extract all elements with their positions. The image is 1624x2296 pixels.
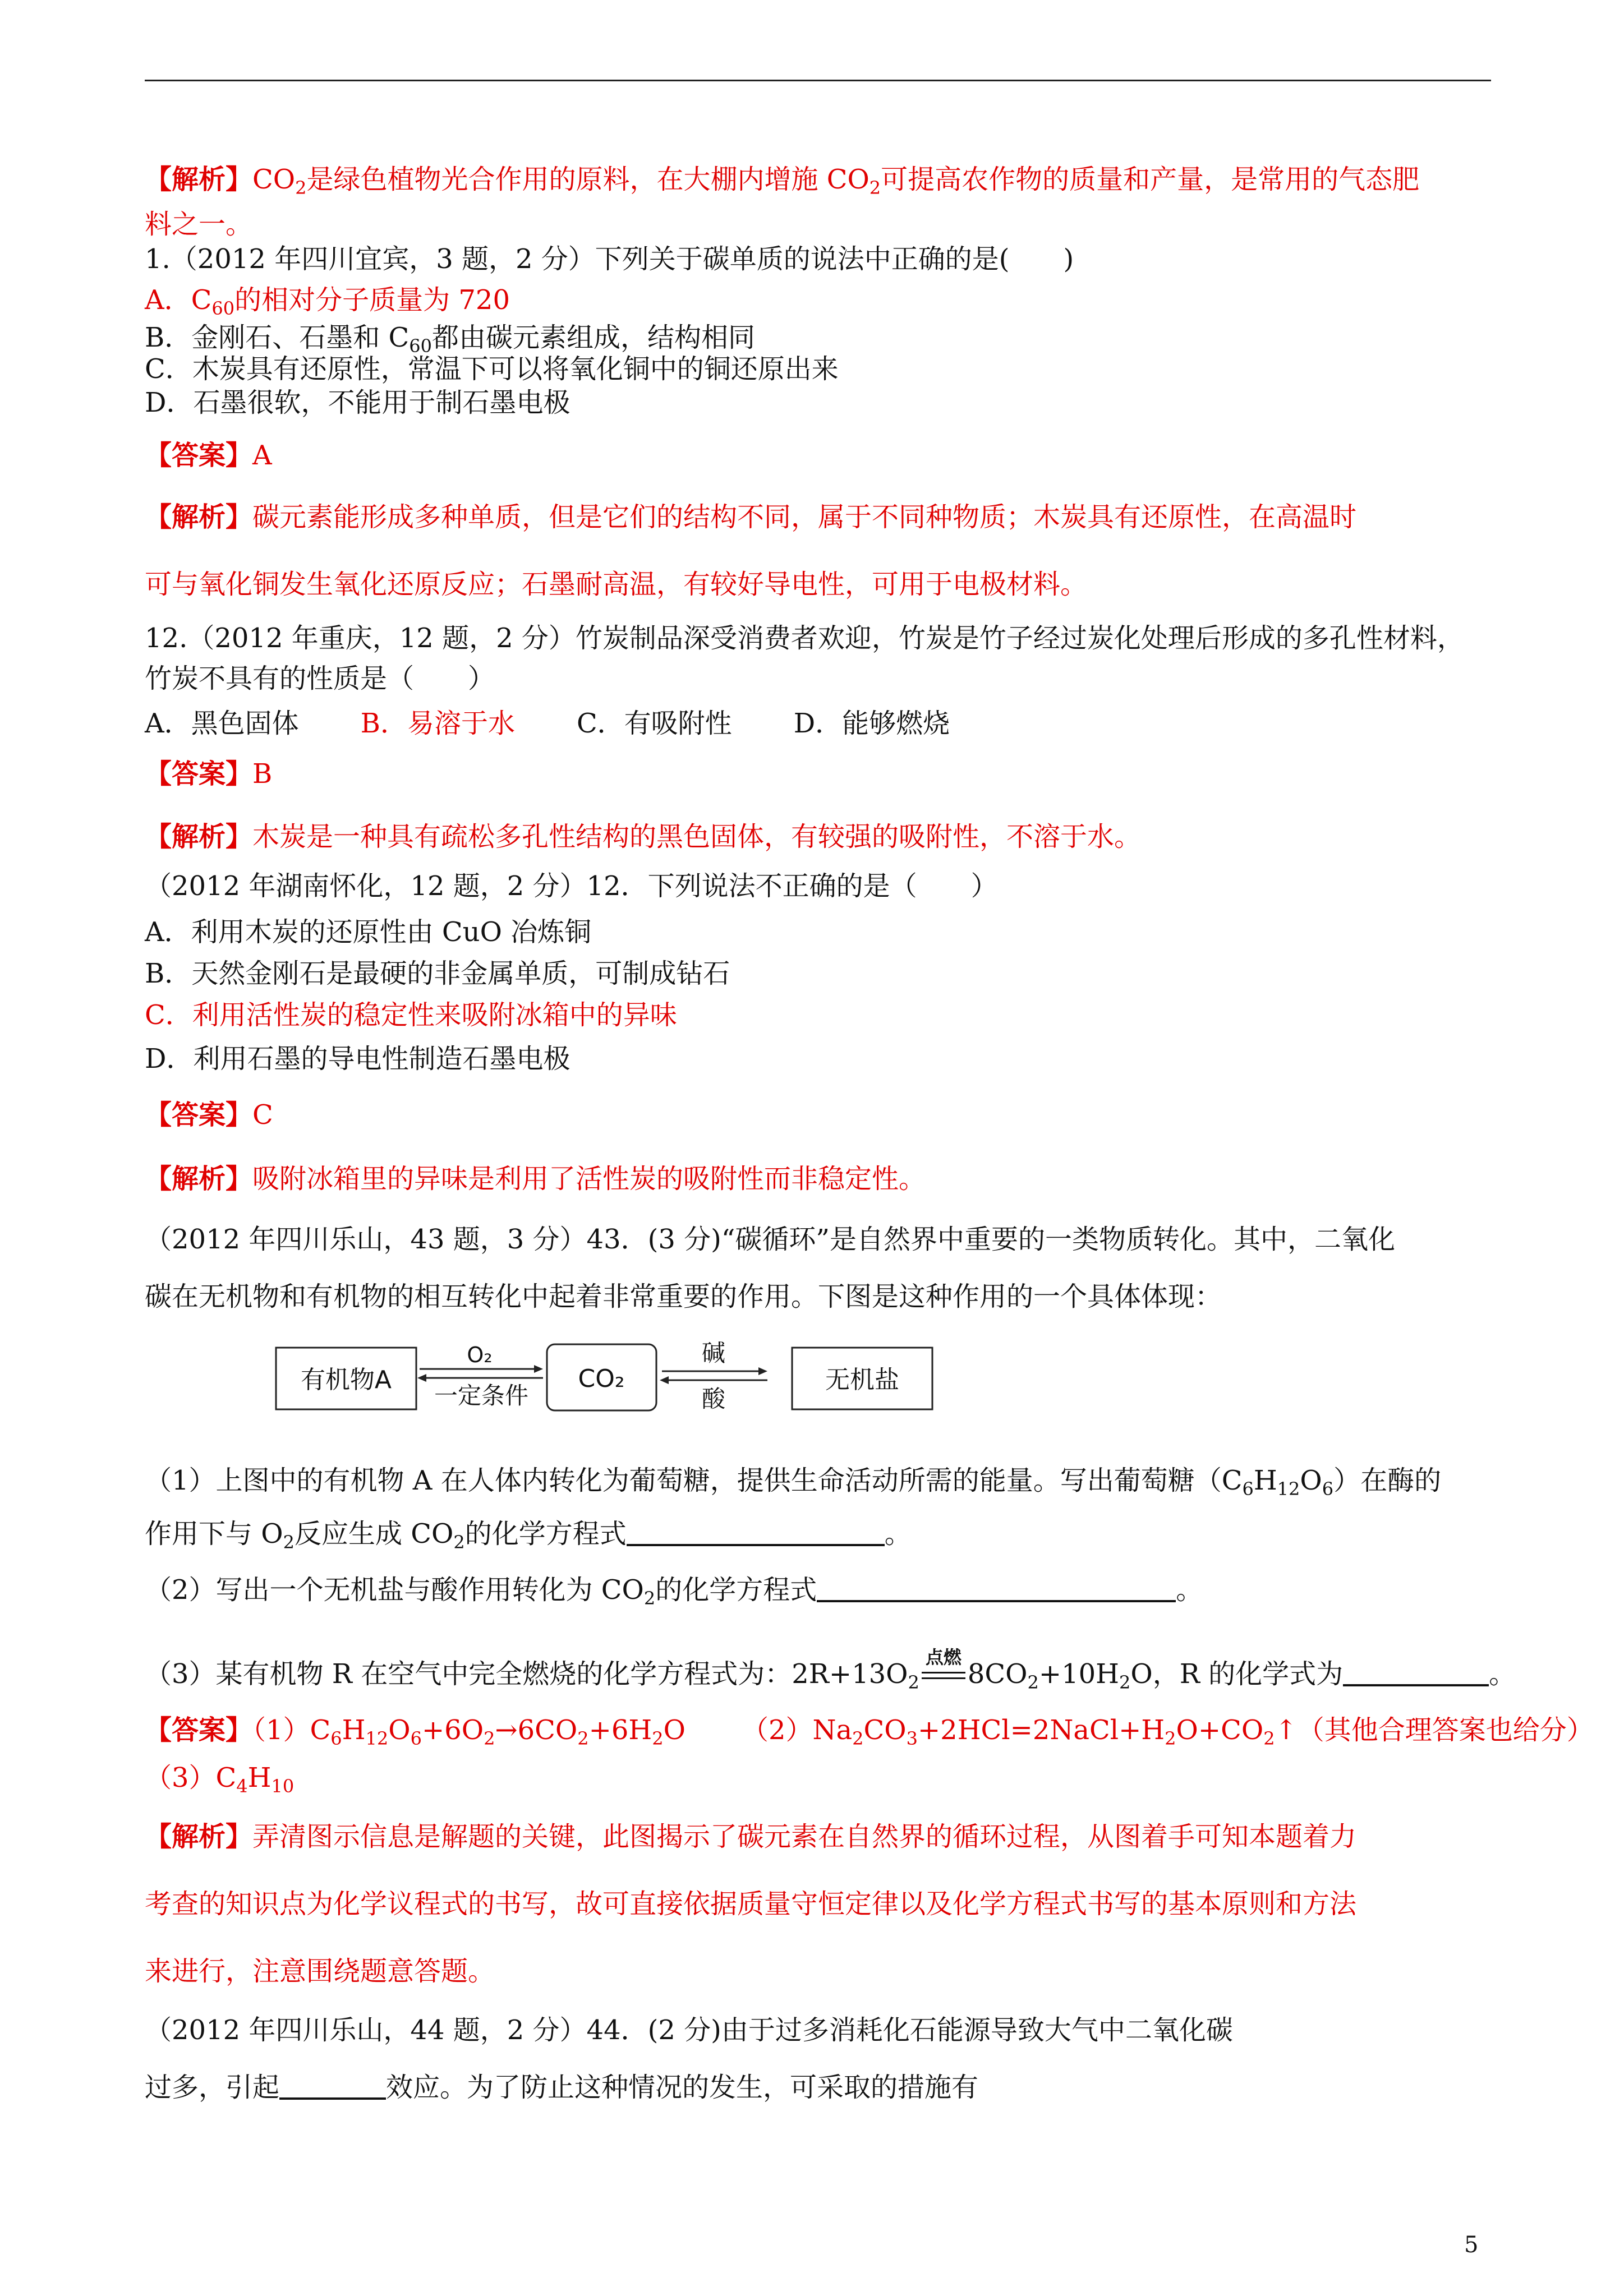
- qhh-option-a: A．利用木炭的还原性由 CuO 冶炼铜: [145, 916, 592, 948]
- arrow-acid-head: [660, 1376, 669, 1384]
- organic-label: 有机物A: [300, 1366, 392, 1394]
- q1-option-a: A．$C_{60}$的相对分子质量为 720: [145, 284, 510, 319]
- q43-part3-blank[interactable]: [1343, 1662, 1489, 1686]
- intro-line-1: 【解析】$CO_2$是绿色植物光合作用的原料，在大棚内增施 $CO_2$可提高农作物的质量和产量，是常用的气态肥: [145, 164, 1420, 199]
- qhh-option-c: C．利用活性炭的稳定性来吸附冰箱中的异味: [145, 999, 677, 1031]
- carbon-cycle-diagram: [275, 1338, 948, 1422]
- q1-option-b: B．金刚石、石墨和 $C_{60}$都由碳元素组成，结构相同: [145, 322, 755, 357]
- q1-stem: 1.（2012 年四川宜宾，3 题，2 分）下列关于碳单质的说法中正确的是( ): [145, 243, 1074, 275]
- q43-explanation-3: 来进行，注意围绕题意答题。: [145, 1956, 495, 1987]
- q43-stem-1: （2012 年四川乐山，43 题，3 分）43．(3 分)“碳循环”是自然界中重要的一类物质转化。其中，二氧化: [145, 1224, 1395, 1255]
- qhh-option-d: D．利用石墨的导电性制造石墨电极: [145, 1043, 571, 1075]
- q1-option-d: D．石墨很软，不能用于制石墨电极: [145, 387, 571, 418]
- header-rule: [145, 80, 1491, 81]
- q43-part2-blank[interactable]: [817, 1578, 1176, 1602]
- q12-options: A．黑色固体 B．易溶于水 C．有吸附性 D．能够燃烧: [145, 708, 950, 739]
- q43-stem-2: 碳在无机物和有机物的相互转化中起着非常重要的作用。下图是这种作用的一个具体体现：: [145, 1281, 1222, 1312]
- q12-stem-2: 竹炭不具有的性质是（ ）: [145, 663, 495, 694]
- q43-answer-line2: $(3)C_4H_{10}$: [145, 1762, 295, 1797]
- q12-stem-1: 12.（2012 年重庆，12 题，2 分）竹炭制品深受消费者欢迎，竹炭是竹子经过炭化处理后形成的多孔性材料，: [145, 623, 1464, 654]
- arrow-condition-head: [417, 1374, 426, 1382]
- arrow-acid-label: 酸: [701, 1385, 726, 1413]
- q1-explanation-2: 可与氧化铜发生氧化还原反应；石墨耐高温，有较好导电性，可用于电极材料。: [145, 569, 1088, 600]
- q12-answer: 【答案】B: [145, 758, 273, 790]
- q44-stem: （2012 年四川乐山，44 题，2 分）44．(2 分)由于过多消耗化石能源导致大气中二氧化碳: [145, 2014, 1233, 2046]
- q43-part1-line2: 作用下与 $O_2$反应生成 $CO_2$的化学方程式 。: [145, 1518, 912, 1553]
- q43-part2: （2）写出一个无机盐与酸作用转化为 $CO_2$的化学方程式 。: [145, 1574, 1203, 1609]
- q43-part1-line1: （1）上图中的有机物 A 在人体内转化为葡萄糖，提供生命活动所需的能量。写出葡萄糖$(C_6H_{12}O_6)$在酶的: [145, 1465, 1442, 1500]
- q43-part1-blank[interactable]: [627, 1522, 885, 1546]
- q1-option-c: C．木炭具有还原性，常温下可以将氧化铜中的铜还原出来: [145, 353, 839, 385]
- q12-explanation: 【解析】木炭是一种具有疏松多孔性结构的黑色固体，有较强的吸附性，不溶于水。: [145, 821, 1142, 852]
- q1-answer: 【答案】A: [145, 440, 272, 471]
- intro-line-2: 料之一。: [145, 209, 253, 240]
- arrow-base-head: [758, 1367, 767, 1375]
- arrow-o2-label: O₂: [467, 1343, 493, 1367]
- qhh-option-b: B．天然金刚石是最硬的非金属单质，可制成钻石: [145, 958, 730, 989]
- q43-part3: （3）某有机物 R 在空气中完全燃烧的化学方程式为：$2R+13O_2$ 点燃 $8CO_2+10H_2O$，R 的化学式为 。: [145, 1646, 1516, 1693]
- arrow-base-label: 碱: [701, 1339, 726, 1367]
- qhh-explanation: 【解析】吸附冰箱里的异味是利用了活性炭的吸附性而非稳定性。: [145, 1163, 926, 1195]
- q1-explanation-1: 【解析】碳元素能形成多种单质，但是它们的结构不同，属于不同种物质；木炭具有还原性，在高温时: [145, 501, 1357, 533]
- inorganic-label: 无机盐: [825, 1366, 899, 1394]
- qhh-answer: 【答案】C: [145, 1099, 273, 1131]
- q44-blank[interactable]: [279, 2075, 386, 2100]
- q43-explanation-2: 考查的知识点为化学议程式的书写，故可直接依据质量守恒定律以及化学方程式书写的基本原则和方法: [145, 1888, 1357, 1920]
- q43-explanation-1: 【解析】弄清图示信息是解题的关键，此图揭示了碳元素在自然界的循环过程，从图着手可知本题着力: [145, 1821, 1357, 1852]
- q43-answer-line1: 【答案】$(1)C_6H_{12}O_6+6O_2\to 6CO_2+6H_2O$ $(2)Na_2CO_3+2HCl=2NaCl+H_2O+CO_2↑$（其他合理答案也给分）: [145, 1714, 1594, 1749]
- co2-label: CO₂: [578, 1364, 625, 1393]
- page-number: 5: [1464, 2232, 1479, 2258]
- arrow-condition-label: 一定条件: [434, 1382, 529, 1409]
- qhh-stem: （2012 年湖南怀化，12 题，2 分）12．下列说法不正确的是（ ）: [145, 870, 998, 902]
- reaction-condition: 点燃: [919, 1665, 968, 1688]
- q44-line2: 过多，引起 效应。为了防止这种情况的发生，可采取的措施有: [145, 2072, 979, 2103]
- arrow-o2-head: [534, 1365, 543, 1373]
